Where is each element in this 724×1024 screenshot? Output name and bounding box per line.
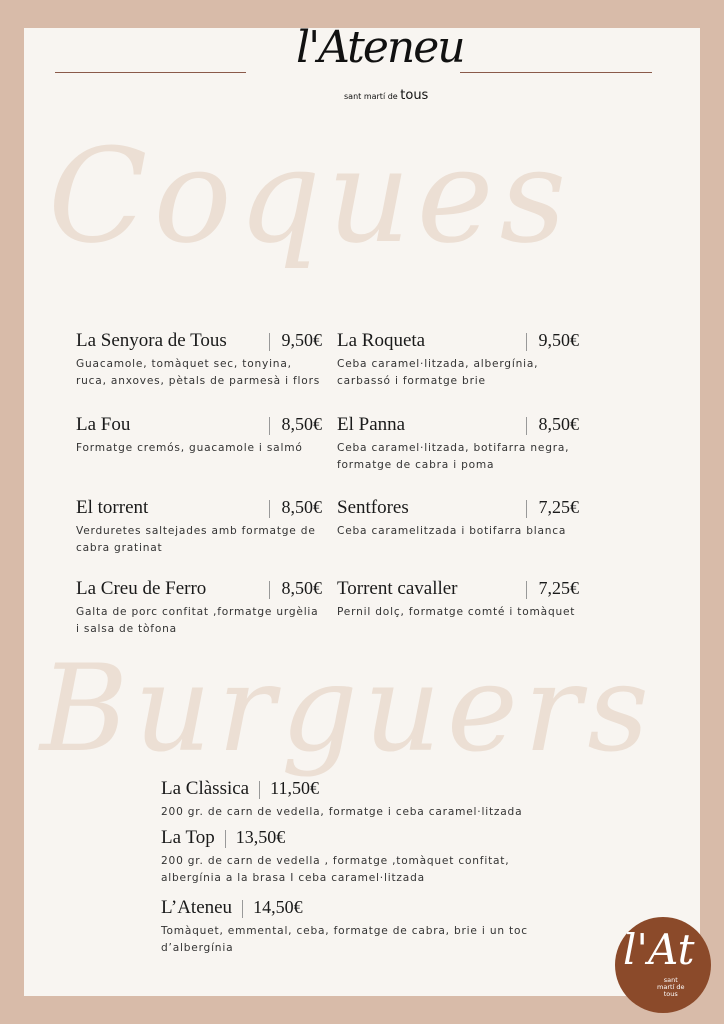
menu-item — [161, 897, 531, 957]
item-name: El Panna — [337, 414, 406, 435]
item-price: 8,50€ — [538, 414, 579, 434]
separator — [259, 781, 260, 799]
item-description: 200 gr. de carn de vedella , formatge ,tomàquet confitat, albergínia a la brasa I ceba caramel·litzada — [161, 855, 510, 884]
item-name: La Creu de Ferro — [76, 578, 207, 599]
item-price: 9,50€ — [281, 330, 322, 350]
divider-right — [460, 72, 652, 73]
menu-item — [76, 497, 322, 557]
item-name: Sentfores — [337, 497, 409, 518]
section-title-coques: Coques — [48, 120, 573, 272]
item-price: 14,50€ — [253, 897, 303, 917]
item-description: Ceba caramel·litzada, albergínia, carbassó i formatge brie — [337, 358, 539, 387]
item-price: 7,25€ — [538, 497, 579, 517]
menu-item — [76, 414, 322, 457]
item-price: 8,50€ — [281, 578, 322, 598]
item-price: 9,50€ — [538, 330, 579, 350]
item-price: 8,50€ — [281, 497, 322, 517]
separator — [242, 900, 243, 918]
menu-item — [76, 578, 322, 638]
separator — [526, 333, 527, 351]
separator — [269, 500, 270, 518]
item-name: Torrent cavaller — [337, 578, 458, 599]
logo: l'Ateneu sant martí de tous — [296, 22, 464, 103]
separator — [269, 581, 270, 599]
menu-item — [76, 330, 322, 390]
item-name: La Top — [161, 827, 215, 848]
item-name: La Fou — [76, 414, 131, 435]
separator — [269, 417, 270, 435]
item-description: Guacamole, tomàquet sec, tonyina, ruca, anxoves, pètals de parmesà i flors — [76, 358, 321, 387]
item-description: Pernil dolç, formatge comté i tomàquet — [337, 606, 576, 618]
menu-item — [161, 778, 531, 821]
separator — [526, 581, 527, 599]
item-name: La Roqueta — [337, 330, 426, 351]
item-description: Galta de porc confitat ,formatge urgèlia i salsa de tòfona — [76, 606, 319, 635]
menu-item — [337, 330, 579, 390]
item-description: Formatge cremós, guacamole i salmó — [76, 442, 303, 454]
menu-item — [337, 578, 579, 621]
item-name: El torrent — [76, 497, 149, 518]
divider-left — [55, 72, 246, 73]
menu-item — [337, 414, 579, 474]
item-description: 200 gr. de carn de vedella, formatge i ceba caramel·litzada — [161, 806, 523, 818]
item-name: L’Ateneu — [161, 897, 233, 918]
item-description: Ceba caramelitzada i botifarra blanca — [337, 525, 567, 537]
item-description: Ceba caramel·litzada, botifarra negra, formatge de cabra i poma — [337, 442, 570, 471]
item-price: 11,50€ — [270, 778, 319, 798]
separator — [269, 333, 270, 351]
item-name: La Clàssica — [161, 778, 250, 799]
item-price: 8,50€ — [281, 414, 322, 434]
menu-item — [161, 827, 531, 887]
separator — [225, 830, 226, 848]
logo-badge: l'At sant martí de tous — [615, 917, 711, 1013]
item-price: 13,50€ — [235, 827, 286, 847]
item-description: Tomàquet, emmental, ceba, formatge de cabra, brie i un toc d’albergínia — [161, 925, 528, 954]
separator — [526, 500, 527, 518]
item-description: Verduretes saltejades amb formatge de cabra gratinat — [76, 525, 316, 554]
separator — [526, 417, 527, 435]
item-name: La Senyora de Tous — [76, 330, 227, 351]
item-price: 7,25€ — [538, 578, 579, 598]
menu-item — [337, 497, 579, 540]
section-title-burguers: Burguers — [40, 640, 655, 779]
